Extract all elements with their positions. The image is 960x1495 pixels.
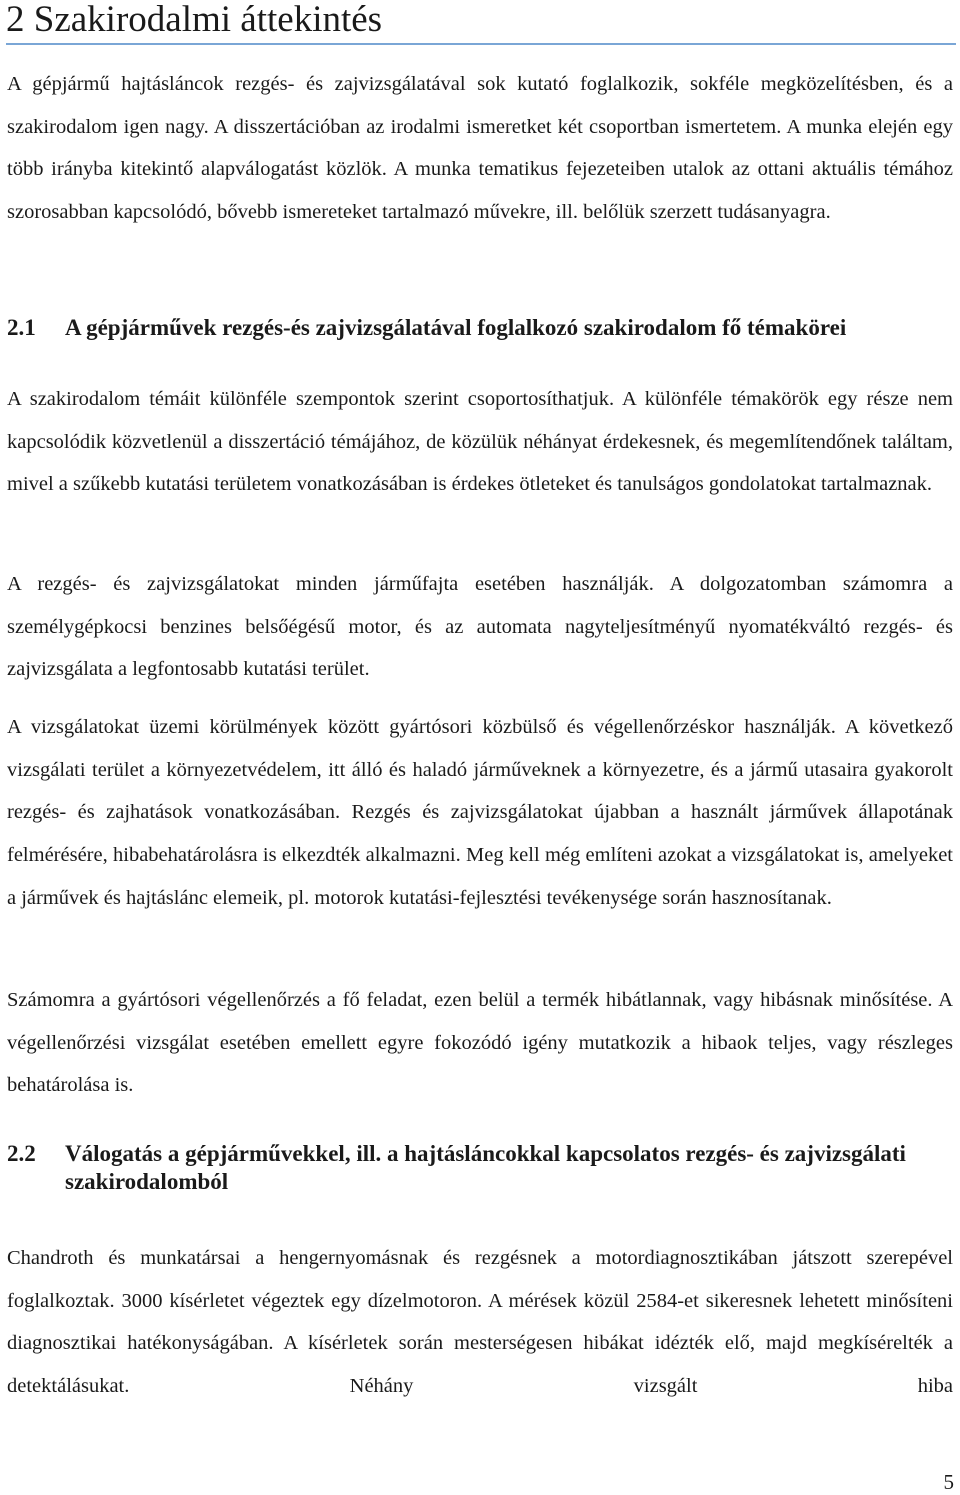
intro-paragraph: A gépjármű hajtásláncok rezgés- és zajvizsgálatával sok kutató foglalkozik, sokféle megközelítésben, és a szakirodalom igen nagy. A disszertációban az irodalmi ismeretket két csoportban ismertetem. A munka elején egy több irányba kitekintő alapválogatást közlök. A munka tematikus fejezeteiben utalok az ottani aktuális témához szorosabban kapcsolódó, bővebb ismereteket tartalmazó művekre, ill. belőlük szerzett tudásanyagra. (7, 73, 953, 224)
section-heading-2-2 (7, 1140, 953, 1196)
body-paragraph: Chandroth és munkatársai a hengernyomásnak és rezgésnek a motordiagnosztikában játszott szerepével foglalkoztak. 3000 kísérletet végeztek egy dízelmotoron. A mérések közül 2584-et sikeresnek lehetett minősíteni diagnosztikai hatékonyságában. A kísérletek során mesterségesen hibákat idézték elő, majd megkísérelték a detektálásukat. Néhány vizsgált hiba (7, 1247, 953, 1398)
body-paragraph: A vizsgálatokat üzemi körülmények között gyártósori közbülső és végellenőrzéskor használják. A következő vizsgálati terület a környezetvédelem, itt álló és haladó járműveknek a környezetre, és a jármű utasaira gyakorolt rezgés- és zajhatások vonatkozásában. Rezgés és zajvizsgálatokat újabban a használt járművek állapotának felmérésére, hibabehatárolásra is elkezdték alkalmazni. Meg kell még említeni azokat a vizsgálatokat is, amelyeket a járművek és hajtáslánc elemeik, pl. motorok kutatási-fejlesztési tevékenysége során hasznosítanak. (7, 716, 953, 909)
section-number: 2.2 (7, 1141, 36, 1166)
section-number: 2.1 (7, 315, 36, 340)
body-paragraph: A szakirodalom témáit különféle szempontok szerint csoportosíthatjuk. A különféle témakörök egy része nem kapcsolódik közvetlenül a disszertáció témájához, de közülük néhányat érdekesnek, és megemlítendőnek találtam, mivel a szűkebb kutatási területem vonatkozásában is érdekes ötleteket és tanulságos gondolatokat tartalmaznak. (7, 388, 953, 496)
body-paragraph: A rezgés- és zajvizsgálatokat minden járműfajta esetében használják. A dolgozatomban számomra a személygépkocsi benzines belsőégésű motor, és az automata nagyteljesítményű nyomatékváltó rezgés- és zajvizsgálata a legfontosabb kutatási terület. (7, 573, 953, 681)
section-heading-2-1 (7, 314, 953, 342)
page-number: 5 (943, 1470, 954, 1494)
section-title: Válogatás a gépjárművekkel, ill. a hajtásláncokkal kapcsolatos rezgés- és zajvizsgálati szakirodalomból (65, 1141, 906, 1194)
body-paragraph: Számomra a gyártósori végellenőrzés a fő feladat, ezen belül a termék hibátlannak, vagy hibásnak minősítése. A végellenőrzési vizsgálat esetében emellett egyre fokozódó igény mutatkozik a hibaok teljes, vagy részleges behatárolása is. (7, 989, 953, 1097)
section-title: A gépjárművek rezgés-és zajvizsgálatával foglalkozó szakirodalom fő témakörei (65, 315, 847, 340)
chapter-heading: 2 Szakirodalmi áttekintés (6, 0, 956, 45)
